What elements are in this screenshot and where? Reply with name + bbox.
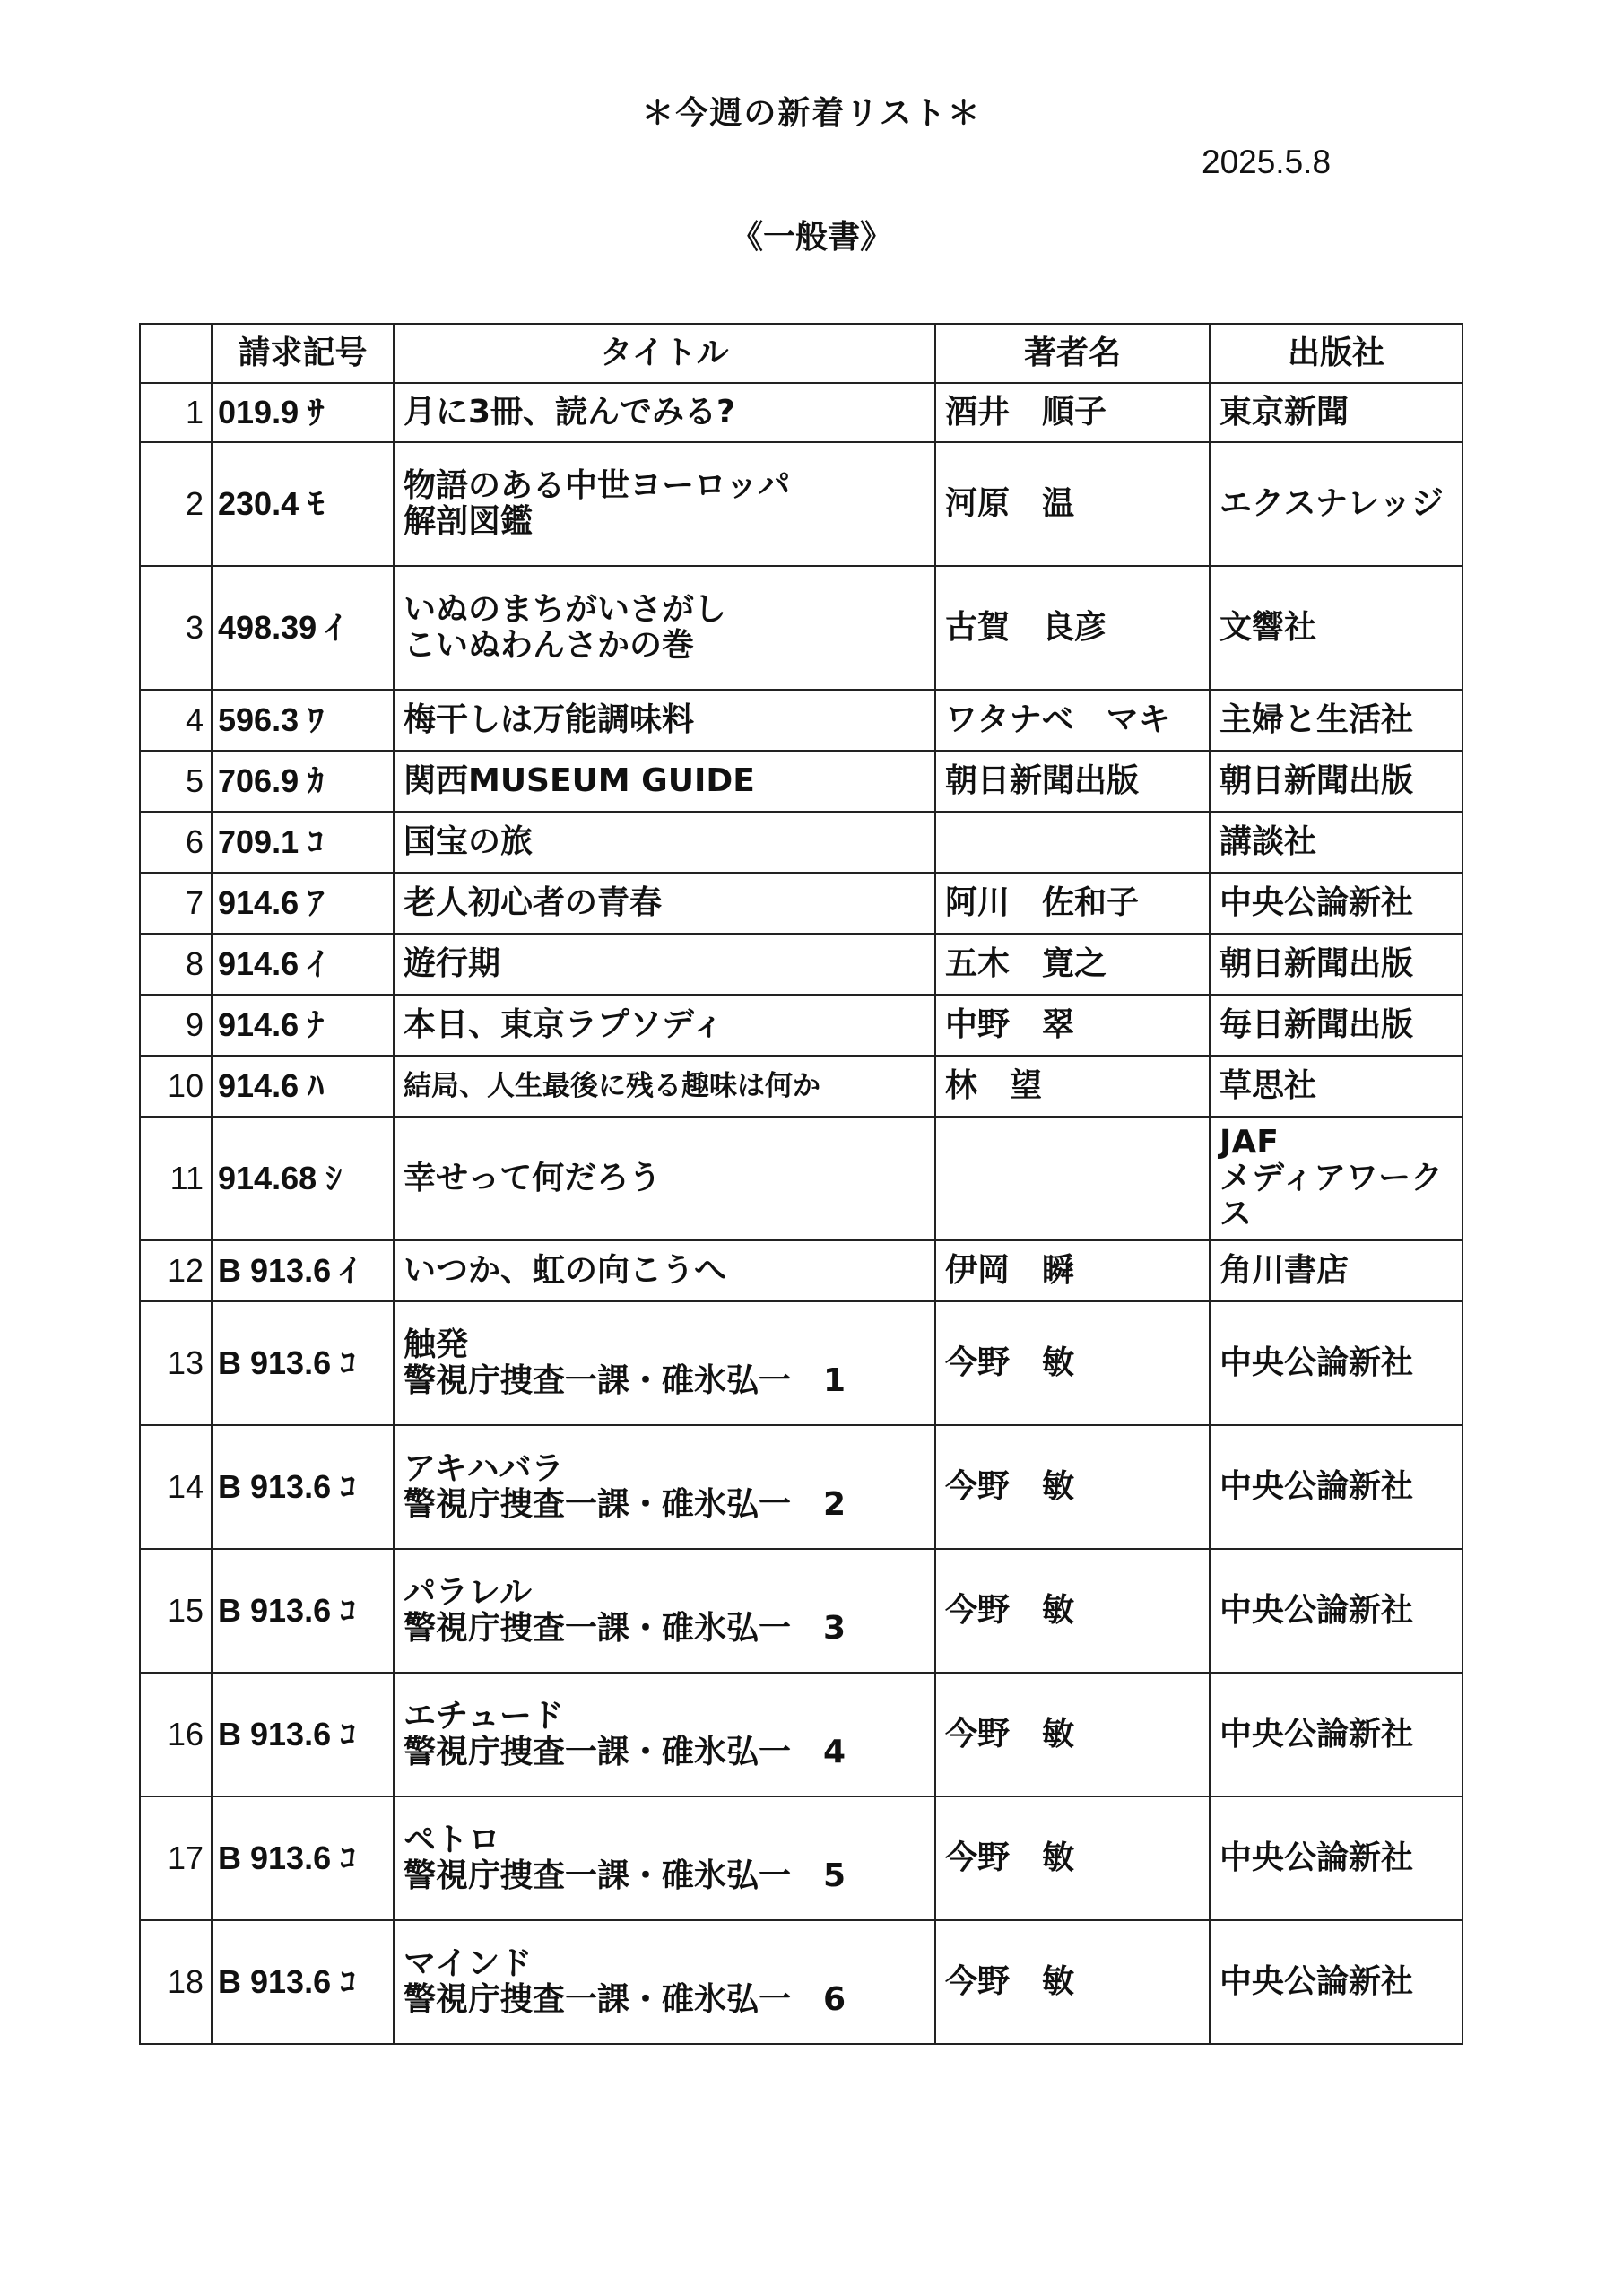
- publisher-name: [1210, 1796, 1462, 1920]
- book-title: [394, 1056, 935, 1117]
- author-name: [935, 812, 1210, 873]
- publisher-line: 主婦と生活社: [1219, 701, 1414, 738]
- author-name: 朝日新聞出版: [935, 751, 1210, 812]
- publisher-line: ス: [1219, 1196, 1253, 1232]
- call-number: 914.6 ﾊ: [212, 1056, 394, 1117]
- table-row: [140, 566, 1462, 690]
- table-row: [140, 1549, 1462, 1673]
- row-number: 12: [140, 1240, 212, 1301]
- author-name: 林 望: [935, 1056, 1210, 1117]
- book-title-line: 老人初心者の青春: [404, 884, 663, 921]
- book-title-line: 警視庁捜査一課・碓氷弘一 3: [404, 1610, 846, 1647]
- section-title: 《一般書》: [730, 219, 892, 256]
- author-name: 今野 敏: [935, 1301, 1210, 1425]
- book-title-line: いぬのまちがいさがし: [404, 591, 727, 628]
- call-number: 596.3 ﾜ: [212, 690, 394, 751]
- call-number: B 913.6 ｺ: [212, 1425, 394, 1549]
- author-name: 今野 敏: [935, 1549, 1210, 1673]
- header-title: タイトル: [394, 324, 935, 383]
- call-number: B 913.6 ｺ: [212, 1673, 394, 1796]
- book-title-line: 本日、東京ラプソディ: [404, 1006, 725, 1043]
- book-title: [394, 566, 935, 690]
- publisher-name: [1210, 751, 1462, 812]
- publisher-line: 中央公論新社: [1219, 1468, 1414, 1505]
- row-number: 9: [140, 995, 212, 1056]
- book-title-line: エチュード: [404, 1698, 564, 1735]
- table-row: [140, 1673, 1462, 1796]
- publisher-line: JAF: [1219, 1124, 1279, 1161]
- publisher-name: [1210, 1549, 1462, 1673]
- table-row: [140, 934, 1462, 995]
- call-number: 706.9 ｶ: [212, 751, 394, 812]
- call-number: 230.4 ﾓ: [212, 442, 394, 566]
- call-number: 498.39 ｲ: [212, 566, 394, 690]
- author-name: 阿川 佐和子: [935, 873, 1210, 934]
- book-title-line: 梅干しは万能調味料: [404, 701, 695, 738]
- table-header-row: [140, 324, 1462, 383]
- book-title-line: 警視庁捜査一課・碓氷弘一 6: [404, 1981, 846, 2018]
- page-title: ＊今週の新着リスト＊: [641, 95, 982, 132]
- author-name: 今野 敏: [935, 1920, 1210, 2044]
- author-name: 河原 温: [935, 442, 1210, 566]
- table-row: [140, 1301, 1462, 1425]
- table-row: [140, 1796, 1462, 1920]
- call-number: B 913.6 ｲ: [212, 1240, 394, 1301]
- author-name: ワタナベ マキ: [935, 690, 1210, 751]
- call-number: 914.6 ｲ: [212, 934, 394, 995]
- row-number: 3: [140, 566, 212, 690]
- book-title-line: 月に3冊、読んでみる?: [404, 394, 735, 430]
- call-number: B 913.6 ｺ: [212, 1920, 394, 2044]
- publisher-line: 中央公論新社: [1219, 1963, 1414, 2000]
- publisher-line: 草思社: [1219, 1067, 1317, 1104]
- row-number: 1: [140, 383, 212, 442]
- call-number: 914.68 ｼ: [212, 1117, 394, 1240]
- table-row: [140, 873, 1462, 934]
- book-title: [394, 1673, 935, 1796]
- author-name: 古賀 良彦: [935, 566, 1210, 690]
- book-title-line: こいぬわんさかの巻: [404, 627, 695, 664]
- table-row: [140, 995, 1462, 1056]
- table-row: [140, 1240, 1462, 1301]
- publisher-line: メディアワーク: [1219, 1160, 1444, 1196]
- book-title: [394, 1425, 935, 1549]
- author-name: [935, 1117, 1210, 1240]
- publisher-name: [1210, 442, 1462, 566]
- book-title: [394, 1796, 935, 1920]
- table-row: [140, 1425, 1462, 1549]
- publisher-name: [1210, 1117, 1462, 1240]
- book-title: [394, 442, 935, 566]
- row-number: 7: [140, 873, 212, 934]
- publisher-name: [1210, 995, 1462, 1056]
- table-row: [140, 1117, 1462, 1240]
- table-body: [140, 383, 1462, 2044]
- row-number: 15: [140, 1549, 212, 1673]
- table-row: [140, 383, 1462, 442]
- book-title-line: ペトロ: [404, 1822, 501, 1858]
- publisher-line: 中央公論新社: [1219, 1716, 1414, 1752]
- publisher-line: 中央公論新社: [1219, 884, 1414, 921]
- publisher-line: 中央公論新社: [1219, 1592, 1414, 1629]
- publisher-name: [1210, 1240, 1462, 1301]
- book-title-line: いつか、虹の向こうへ: [404, 1252, 727, 1289]
- call-number: B 913.6 ｺ: [212, 1796, 394, 1920]
- author-name: 今野 敏: [935, 1673, 1210, 1796]
- publisher-line: 朝日新聞出版: [1219, 762, 1414, 799]
- book-title-line: 物語のある中世ヨーロッパ: [404, 467, 791, 504]
- publisher-line: 中央公論新社: [1219, 1839, 1414, 1876]
- book-title: [394, 1301, 935, 1425]
- author-name: 中野 翠: [935, 995, 1210, 1056]
- row-number: 6: [140, 812, 212, 873]
- row-number: 8: [140, 934, 212, 995]
- book-title-line: 警視庁捜査一課・碓氷弘一 4: [404, 1734, 846, 1770]
- book-title-line: 触発: [404, 1326, 469, 1363]
- row-number: 2: [140, 442, 212, 566]
- table-row: [140, 442, 1462, 566]
- table-row: [140, 812, 1462, 873]
- publisher-line: 中央公論新社: [1219, 1344, 1414, 1381]
- author-name: 酒井 順子: [935, 383, 1210, 442]
- author-name: 五木 寛之: [935, 934, 1210, 995]
- publisher-line: 毎日新聞出版: [1219, 1006, 1414, 1043]
- new-books-table: [139, 323, 1463, 2045]
- book-title-line: 関西MUSEUM GUIDE: [404, 762, 755, 799]
- publisher-line: 文響社: [1219, 609, 1317, 646]
- book-title-line: 警視庁捜査一課・碓氷弘一 2: [404, 1486, 846, 1523]
- header-publisher: 出版社: [1210, 324, 1462, 383]
- publisher-line: 角川書店: [1219, 1252, 1350, 1289]
- row-number: 18: [140, 1920, 212, 2044]
- publisher-name: [1210, 1301, 1462, 1425]
- book-title-line: マインド: [404, 1945, 533, 1982]
- call-number: B 913.6 ｺ: [212, 1549, 394, 1673]
- publisher-name: [1210, 1920, 1462, 2044]
- book-title: [394, 1117, 935, 1240]
- book-title: [394, 1240, 935, 1301]
- book-title-line: 幸せって何だろう: [404, 1160, 662, 1196]
- book-title: [394, 995, 935, 1056]
- book-title-line: アキハバラ: [404, 1450, 564, 1487]
- publisher-line: 朝日新聞出版: [1219, 945, 1414, 982]
- row-number: 13: [140, 1301, 212, 1425]
- publisher-name: [1210, 1673, 1462, 1796]
- book-title: [394, 690, 935, 751]
- book-title: [394, 812, 935, 873]
- row-number: 16: [140, 1673, 212, 1796]
- row-number: 4: [140, 690, 212, 751]
- book-title: [394, 1920, 935, 2044]
- publisher-line: 東京新聞: [1219, 394, 1350, 430]
- publisher-name: [1210, 1056, 1462, 1117]
- call-number: 019.9 ｻ: [212, 383, 394, 442]
- list-date: 2025.5.8: [1202, 144, 1332, 180]
- row-number: 10: [140, 1056, 212, 1117]
- table-row: [140, 1056, 1462, 1117]
- publisher-name: [1210, 1425, 1462, 1549]
- row-number: 14: [140, 1425, 212, 1549]
- publisher-name: [1210, 690, 1462, 751]
- book-title-line: パラレル: [404, 1574, 533, 1611]
- publisher-name: [1210, 873, 1462, 934]
- table-row: [140, 690, 1462, 751]
- publisher-line: エクスナレッジ: [1219, 485, 1444, 522]
- book-title-line: 遊行期: [404, 945, 501, 982]
- table-row: [140, 751, 1462, 812]
- header-number: [140, 324, 212, 383]
- call-number: 914.6 ｱ: [212, 873, 394, 934]
- book-title: [394, 751, 935, 812]
- author-name: 伊岡 瞬: [935, 1240, 1210, 1301]
- header-author: 著者名: [935, 324, 1210, 383]
- publisher-name: [1210, 566, 1462, 690]
- book-title-line: 解剖図鑑: [404, 503, 534, 540]
- book-title: [394, 1549, 935, 1673]
- author-name: 今野 敏: [935, 1796, 1210, 1920]
- book-title-line: 国宝の旅: [404, 823, 534, 860]
- call-number: B 913.6 ｺ: [212, 1301, 394, 1425]
- publisher-name: [1210, 934, 1462, 995]
- publisher-line: 講談社: [1219, 823, 1317, 860]
- row-number: 17: [140, 1796, 212, 1920]
- row-number: 5: [140, 751, 212, 812]
- publisher-name: [1210, 383, 1462, 442]
- book-title: [394, 934, 935, 995]
- book-title: [394, 383, 935, 442]
- table-row: [140, 1920, 1462, 2044]
- row-number: 11: [140, 1117, 212, 1240]
- header-call-number: 請求記号: [212, 324, 394, 383]
- call-number: 709.1 ｺ: [212, 812, 394, 873]
- publisher-name: [1210, 812, 1462, 873]
- book-title: [394, 873, 935, 934]
- book-title-line: 結局、人生最後に残る趣味は何か: [404, 1070, 820, 1102]
- author-name: 今野 敏: [935, 1425, 1210, 1549]
- book-title-line: 警視庁捜査一課・碓氷弘一 5: [404, 1857, 846, 1894]
- call-number: 914.6 ﾅ: [212, 995, 394, 1056]
- book-title-line: 警視庁捜査一課・碓氷弘一 1: [404, 1362, 846, 1399]
